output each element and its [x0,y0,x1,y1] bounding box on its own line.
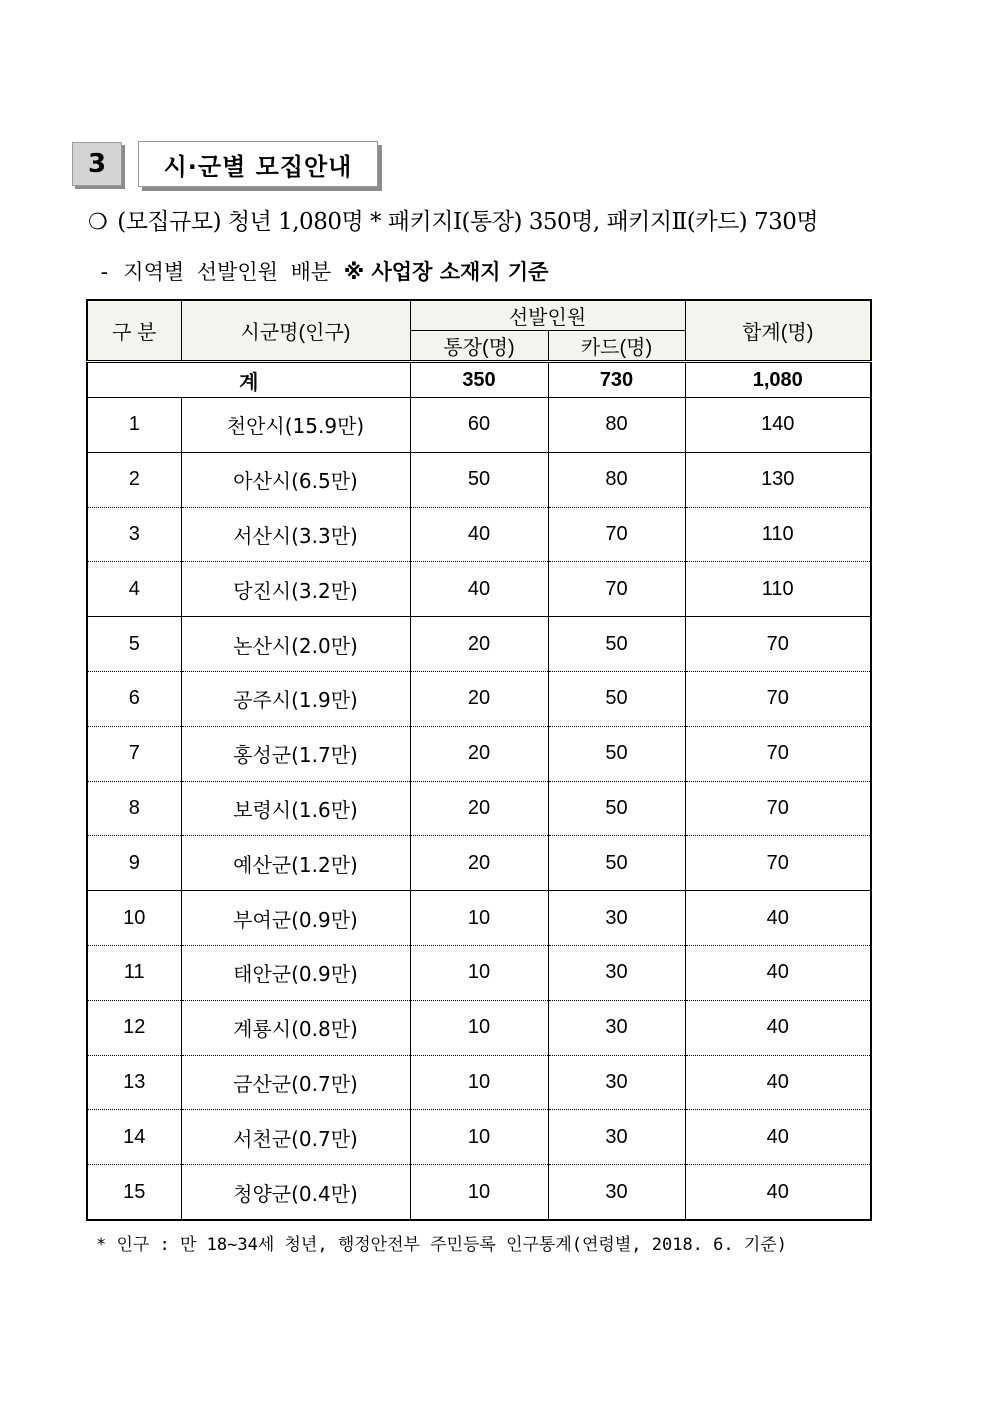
row-total: 40 [685,1055,871,1110]
row-total: 110 [685,507,871,562]
row-number: 8 [87,781,181,836]
row-account: 40 [410,562,548,617]
total-card: 730 [548,362,685,398]
header-card: 카드(명) [548,331,685,362]
row-card: 30 [548,945,685,1000]
allocation-subline [98,256,548,286]
row-account: 10 [410,1165,548,1220]
footnote: * 인구 : 만 18~34세 청년, 행정안전부 주민등록 인구통계(연령별, 2018. 6. 기준) [96,1235,787,1255]
row-total: 40 [685,1165,871,1220]
allocation-subline-prefix: - 지역별 선발인원 배분 [98,260,344,284]
row-city: 서천군(0.7만) [181,1110,410,1165]
header-city: 시군명(인구) [181,300,410,362]
table-row [87,726,871,781]
table-total-row [87,362,871,398]
table-header-row [87,300,871,331]
row-city: 공주시(1.9만) [181,671,410,726]
row-number: 15 [87,1165,181,1220]
table-row [87,507,871,562]
table-row [87,1110,871,1165]
row-card: 30 [548,891,685,946]
header-total: 합계(명) [685,300,871,362]
table-row [87,1165,871,1220]
row-city: 청양군(0.4만) [181,1165,410,1220]
row-total: 110 [685,562,871,617]
header-category: 구 분 [87,300,181,362]
row-city: 부여군(0.9만) [181,891,410,946]
row-total: 40 [685,891,871,946]
section-title-box [138,141,378,187]
row-number: 9 [87,836,181,891]
row-city: 홍성군(1.7만) [181,726,410,781]
table-row [87,398,871,453]
row-total: 140 [685,398,871,453]
row-account: 10 [410,1055,548,1110]
allocation-subline-note: ※ 사업장 소재지 기준 [343,260,549,284]
row-total: 70 [685,671,871,726]
row-account: 20 [410,617,548,672]
row-total: 130 [685,452,871,507]
table-row [87,1055,871,1110]
total-label: 계 [87,362,410,398]
row-number: 5 [87,617,181,672]
row-card: 80 [548,398,685,453]
row-card: 50 [548,617,685,672]
row-city: 천안시(15.9만) [181,398,410,453]
row-number: 2 [87,452,181,507]
row-total: 70 [685,617,871,672]
row-number: 12 [87,1000,181,1055]
row-account: 20 [410,726,548,781]
total-sum: 1,080 [685,362,871,398]
row-total: 70 [685,726,871,781]
row-city: 아산시(6.5만) [181,452,410,507]
allocation-table [86,299,872,1221]
row-card: 30 [548,1165,685,1220]
row-card: 70 [548,562,685,617]
row-number: 11 [87,945,181,1000]
header-selection: 선발인원 [410,300,685,331]
row-city: 서산시(3.3만) [181,507,410,562]
circle-bullet-icon: ❍ [88,210,108,235]
row-card: 30 [548,1110,685,1165]
row-number: 4 [87,562,181,617]
row-account: 10 [410,891,548,946]
row-total: 70 [685,781,871,836]
row-city: 당진시(3.2만) [181,562,410,617]
row-number: 7 [87,726,181,781]
section-number-box [72,142,122,186]
table-row [87,891,871,946]
row-total: 40 [685,1110,871,1165]
row-account: 20 [410,671,548,726]
row-city: 논산시(2.0만) [181,617,410,672]
recruitment-scale-line [88,203,818,236]
row-city: 태안군(0.9만) [181,945,410,1000]
row-card: 50 [548,671,685,726]
row-account: 10 [410,1000,548,1055]
row-number: 6 [87,671,181,726]
table-row [87,617,871,672]
table-row [87,562,871,617]
row-total: 70 [685,836,871,891]
row-number: 1 [87,398,181,453]
row-number: 14 [87,1110,181,1165]
row-account: 60 [410,398,548,453]
table-row [87,781,871,836]
row-card: 80 [548,452,685,507]
row-city: 예산군(1.2만) [181,836,410,891]
table-row [87,836,871,891]
row-total: 40 [685,1000,871,1055]
row-number: 10 [87,891,181,946]
table-row [87,671,871,726]
row-account: 20 [410,836,548,891]
row-number: 3 [87,507,181,562]
row-city: 보령시(1.6만) [181,781,410,836]
row-account: 10 [410,945,548,1000]
recruitment-scale-text: (모집규모) 청년 1,080명 * 패키지Ⅰ(통장) 350명, 패키지Ⅱ(카드) 730명 [117,209,819,235]
row-number: 13 [87,1055,181,1110]
row-card: 50 [548,726,685,781]
row-card: 30 [548,1055,685,1110]
row-city: 계룡시(0.8만) [181,1000,410,1055]
row-total: 40 [685,945,871,1000]
row-card: 50 [548,836,685,891]
table-row [87,945,871,1000]
table-row [87,1000,871,1055]
row-account: 40 [410,507,548,562]
row-account: 50 [410,452,548,507]
row-account: 10 [410,1110,548,1165]
header-account: 통장(명) [410,331,548,362]
row-card: 70 [548,507,685,562]
section-number: 3 [87,149,107,179]
row-account: 20 [410,781,548,836]
row-card: 50 [548,781,685,836]
section-title: 시·군별 모집안내 [163,152,353,181]
total-account: 350 [410,362,548,398]
row-card: 30 [548,1000,685,1055]
row-city: 금산군(0.7만) [181,1055,410,1110]
table-row [87,452,871,507]
